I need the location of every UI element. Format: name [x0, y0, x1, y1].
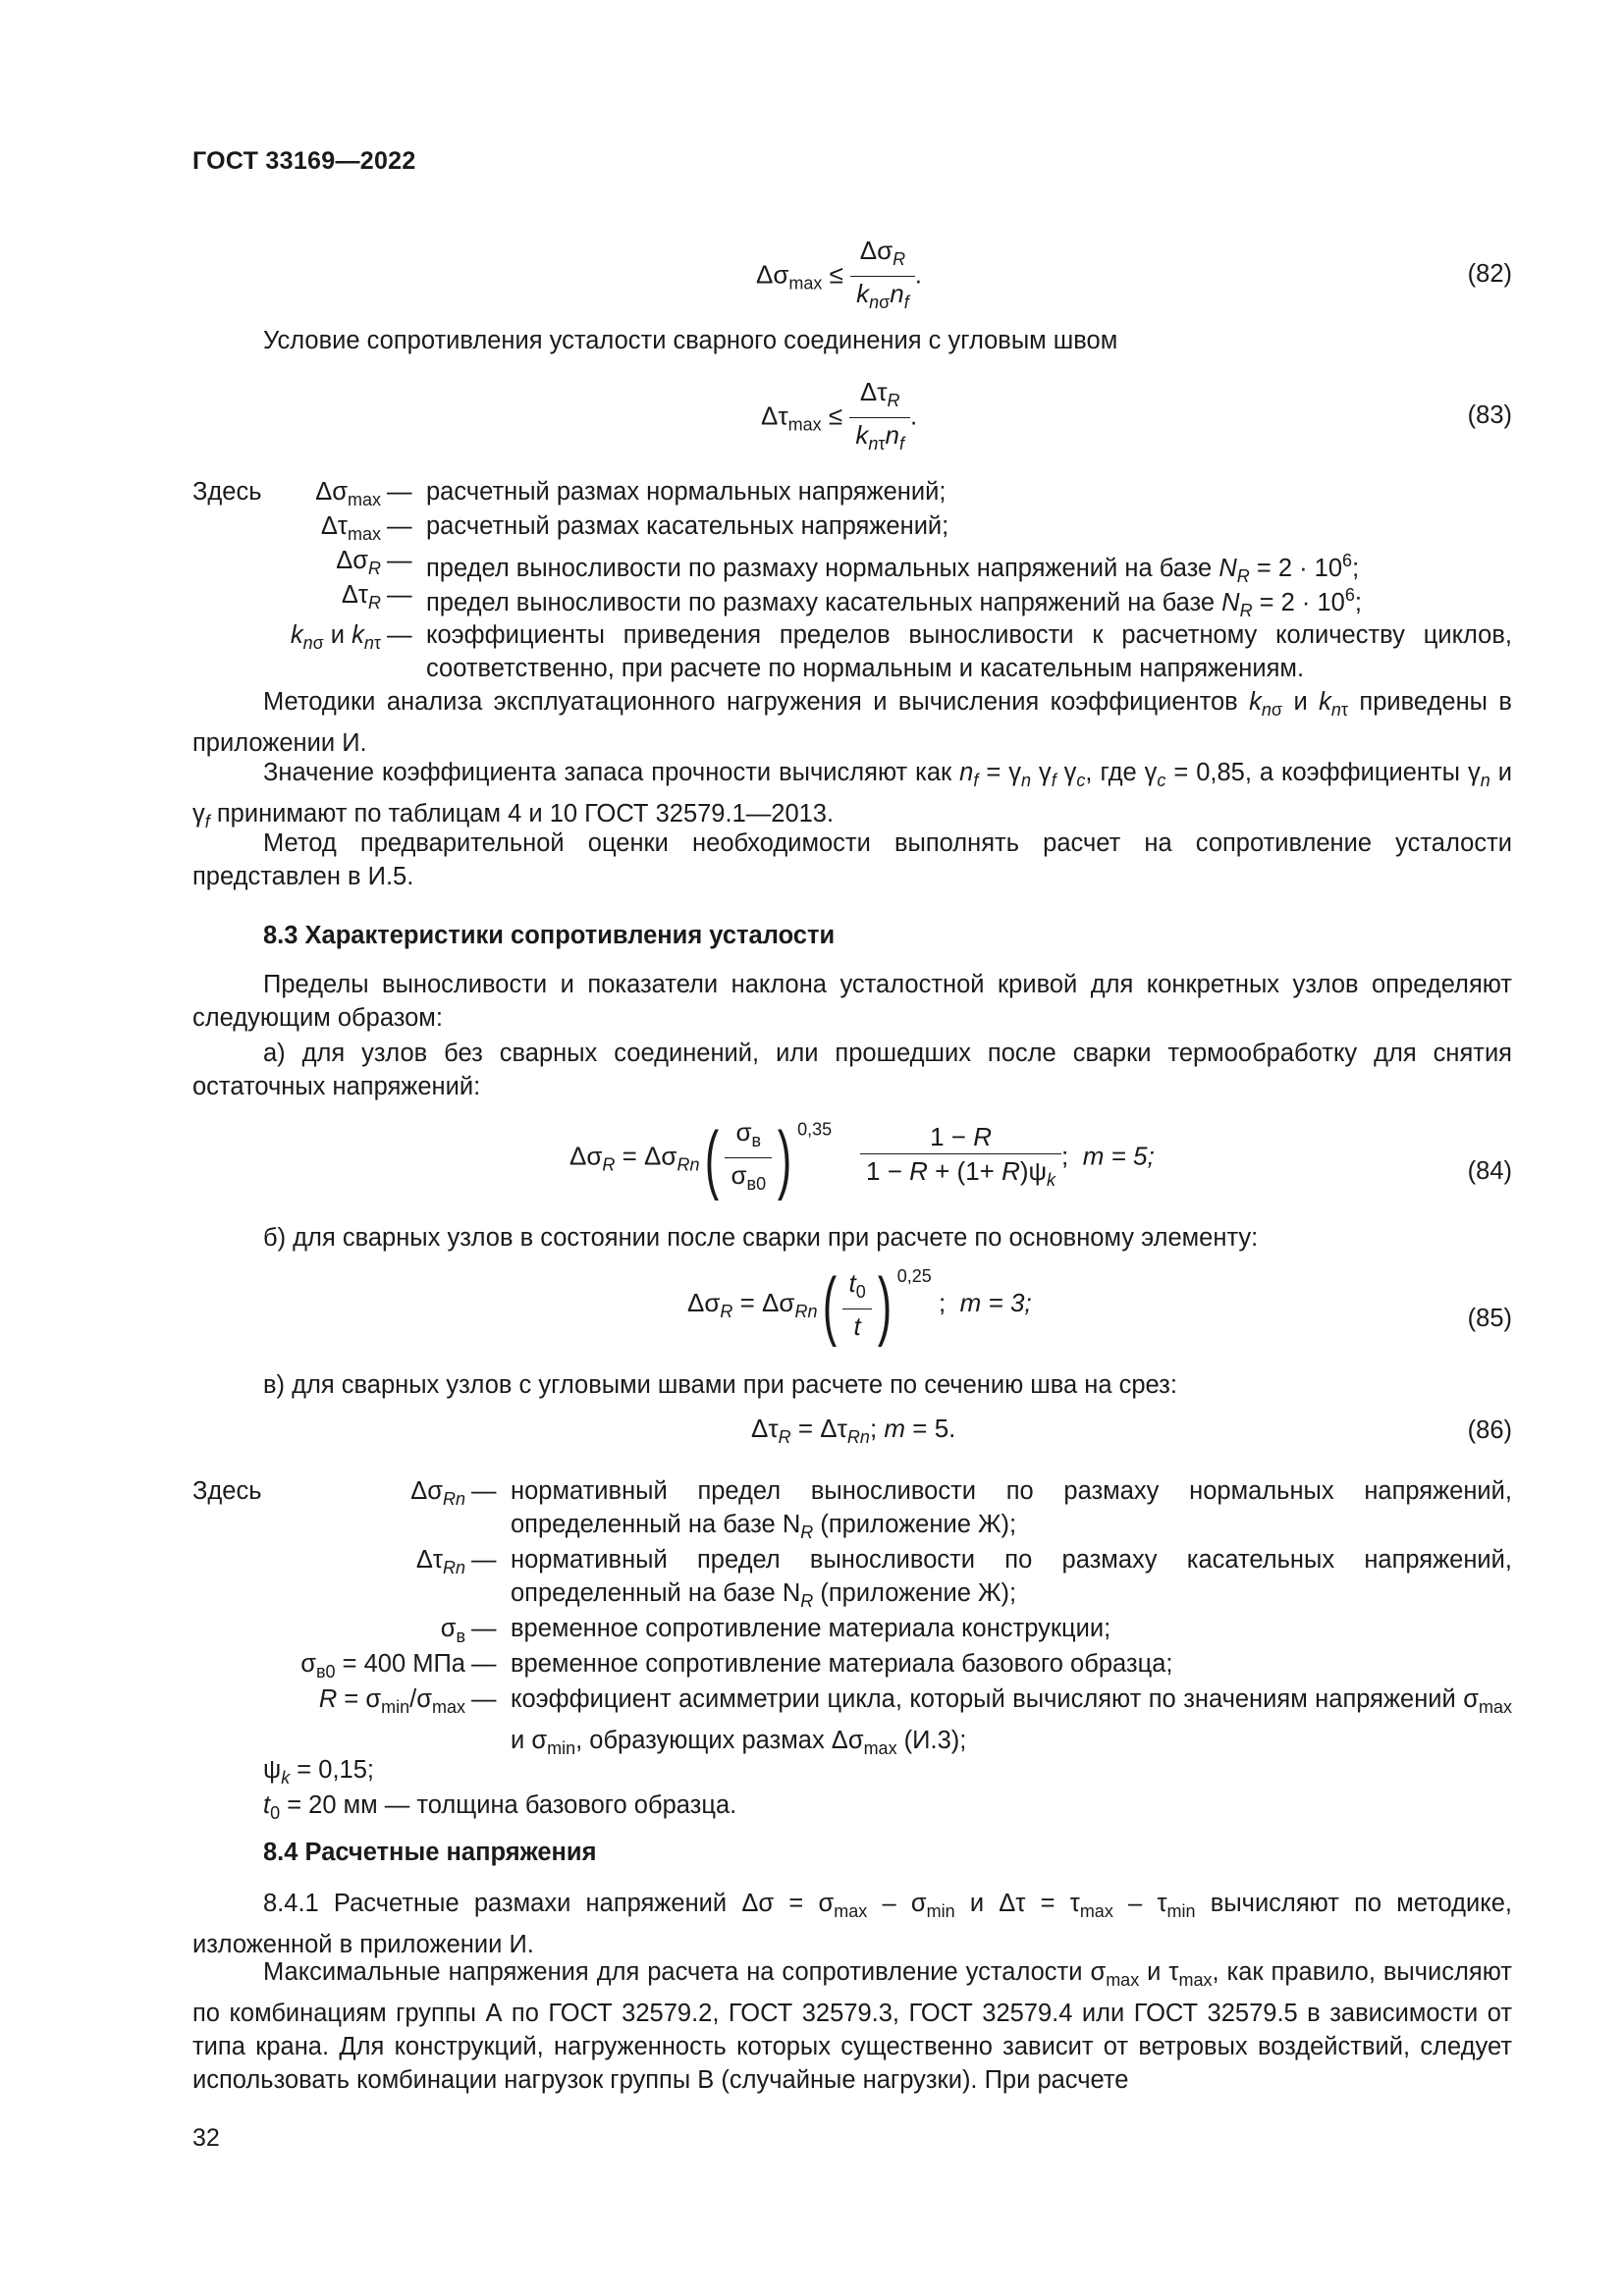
def-dash: — — [387, 621, 412, 649]
def-text: коэффициент асимметрии цикла, который вычисляют по значениям напряжений $\sigma_{max}$ и $\sigma_{min}$, образующих размах $\Delta\sigma_{max}$ (И.3); — [511, 1685, 1512, 1758]
section-heading: 8.4 Расчетные напряжения — [263, 1839, 597, 1866]
equation-number-82: (82) — [1467, 260, 1512, 288]
def-text: расчетный размах нормальных напряжений; — [426, 478, 947, 506]
def-symbol: $\Delta\sigma_{Rn}$ — [410, 1477, 465, 1509]
formula-85: $\Delta\sigma_R = \Delta\sigma_{Rn}$( $\frac{t_0}{t}$ ) $^{0,25}$ ; m = 3; — [687, 1261, 1032, 1349]
paragraph-max-stress: Максимальные напряжения для расчета на сопротивление усталости $\sigma_{max}$ и $\tau_{max}$, как правило, вычисляют по комбинациям группы А по ГОСТ 32579.2, ГОСТ 32579.3, ГОСТ 32579.4 или ГОСТ 32579.5 в зависимости от типа крана. Для конструкций, нагруженность которых существенно зависит от ветровых воздействий, следует использовать комбинации нагрузок группы В (случайные нагрузки). При расчете — [192, 1958, 1512, 2094]
def-symbol: $R = \sigma_{min}/\sigma_{max}$ — [318, 1685, 465, 1717]
defs-intro: Здесь — [192, 478, 262, 506]
def-text: временное сопротивление материала конструкции; — [511, 1615, 1111, 1642]
def-text: предел выносливости по размаху касательных напряжений на базе $N_R = 2 \cdot 10^6$; — [426, 585, 1362, 620]
equation-number-84: (84) — [1467, 1157, 1512, 1185]
def-symbol: $k_{n\sigma}$ и $k_{n\tau}$ — [290, 621, 381, 653]
def-dash: — — [387, 547, 412, 574]
paragraph-methods: Методики анализа эксплуатационного нагружения и вычисления коэффициентов $k_{n\sigma}$ и $k_{n\tau}$ приведены в приложении И. — [192, 688, 1512, 757]
paragraph-safety: Значение коэффициента запаса прочности вычисляют как $n_f = \gamma_n$ $\gamma_f$ $\gamma_c$, где $\gamma_c = 0,85$, а коэффициенты $\gamma_n$ и $\gamma_f$ принимают по таблицам 4 и 10 ГОСТ 32579.1—2013. — [192, 759, 1512, 831]
paragraph-preliminary: Метод предварительной оценки необходимости выполнять расчет на сопротивление усталости представлен в И.5. — [192, 829, 1512, 890]
def-text: нормативный предел выносливости по размаху касательных напряжений, определенный на базе $N_R$ (приложение Ж); — [511, 1546, 1512, 1611]
def-symbol: $\sigma_в$ — [440, 1615, 465, 1646]
page-number: 32 — [192, 2124, 220, 2152]
equation-number-83: (83) — [1467, 401, 1512, 429]
def-dash: — — [387, 478, 412, 506]
equation-number-85: (85) — [1467, 1305, 1512, 1332]
def-dash: — — [471, 1477, 497, 1505]
paragraph-limits: Пределы выносливости и показатели наклона усталостной кривой для конкретных узлов определяют следующим образом: — [192, 971, 1512, 1032]
def-text: коэффициенты приведения пределов выносливости к расчетному количеству циклов, соответственно, при расчете по нормальным и касательным напряжениям. — [426, 621, 1512, 682]
def-dash: — — [471, 1546, 497, 1574]
list-item-b: б) для сварных узлов в состоянии после сварки при расчете по основному элементу: — [263, 1224, 1259, 1252]
def-symbol: $\sigma_{в0} = 400$ МПа — [300, 1650, 465, 1682]
section-heading: 8.3 Характеристики сопротивления усталости — [263, 922, 836, 949]
def-text: нормативный предел выносливости по размаху нормальных напряжений, определенный на базе $N_R$ (приложение Ж); — [511, 1477, 1512, 1542]
def-dash: — — [471, 1615, 497, 1642]
def-text: предел выносливости по размаху нормальных напряжений на базе $N_R = 2 \cdot 10^6$; — [426, 551, 1360, 586]
def-dash: — — [387, 581, 412, 609]
def-symbol: $\Delta\tau_{max}$ — [320, 512, 381, 544]
t0-definition: $t_0 = 20$ мм — толщина базового образца. — [263, 1791, 737, 1823]
paragraph-841: 8.4.1 Расчетные размахи напряжений $\Delta\sigma = \sigma_{max} - \sigma_{min}$ и $\Delta\tau = \tau_{max} - \tau_{min}$ вычисляют по методике, изложенной в приложении И. — [192, 1890, 1513, 1958]
document-header: ГОСТ 33169—2022 — [192, 147, 416, 175]
defs-intro: Здесь — [192, 1477, 262, 1505]
def-symbol: $\Delta\tau_R$ — [341, 581, 381, 613]
psi-definition: $\psi_k = 0,15$; — [263, 1756, 374, 1788]
def-text: расчетный размах касательных напряжений; — [426, 512, 949, 540]
formula-86: $\Delta\tau_R = \Delta\tau_{Rn}$; m = 5. — [751, 1414, 956, 1447]
def-dash: — — [387, 512, 412, 540]
formula-82: $\Delta\sigma_{max}$ ≤ $\frac{\Delta\sigma_R}{k_{n\sigma}n_f}$ . — [756, 236, 922, 312]
list-item-a: а) для узлов без сварных соединений, или прошедших после сварки термообработку для снятия остаточных напряжений: — [192, 1040, 1512, 1100]
formula-83: $\Delta\tau_{max}$ ≤ $\frac{\Delta\tau_R}{k_{n\tau}n_f}$ . — [761, 377, 918, 454]
def-symbol: $\Delta\sigma_R$ — [336, 547, 381, 578]
def-symbol: $\Delta\sigma_{max}$ — [315, 478, 381, 509]
def-symbol: $\Delta\tau_{Rn}$ — [415, 1546, 465, 1577]
def-dash: — — [471, 1650, 497, 1678]
equation-number-86: (86) — [1467, 1416, 1512, 1444]
def-text: временное сопротивление материала базового образца; — [511, 1650, 1173, 1678]
list-item-c: в) для сварных узлов с угловыми швами при расчете по сечению шва на срез: — [263, 1371, 1177, 1399]
fillet-condition-text: Условие сопротивления усталости сварного соединения с угловым швом — [263, 327, 1118, 354]
def-dash: — — [471, 1685, 497, 1713]
formula-84: $\Delta\sigma_R = \Delta\sigma_{Rn}$( $\frac{\sigma_в}{\sigma_{в0}}$ ) $^{0,35}$ $\frac{1 - R}{1 - R + (1+ R)\psi_k}$ ; m = 5; — [569, 1114, 1155, 1201]
